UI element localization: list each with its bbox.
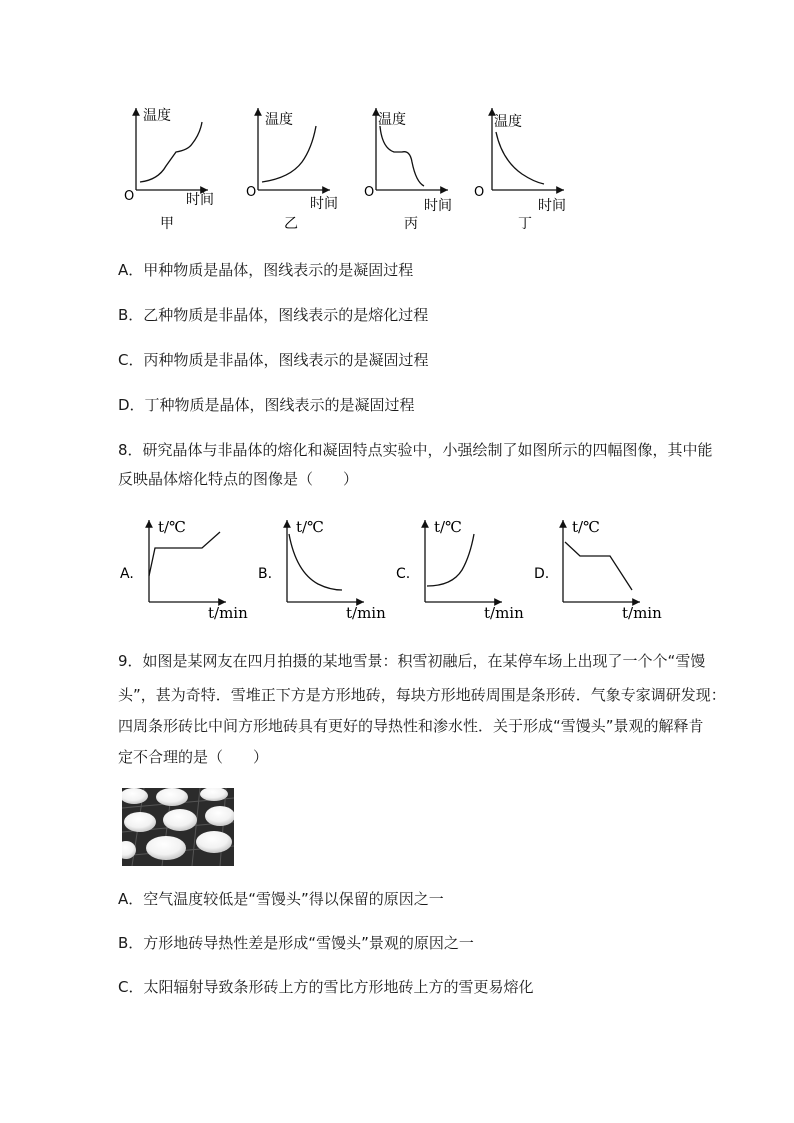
graph-ylabel: 温度: [143, 108, 171, 124]
graph-name: 乙: [284, 216, 298, 232]
graph-option-label: A.: [120, 566, 134, 582]
graph-xlabel: t/min: [484, 604, 524, 622]
q7-option-a: A．甲种物质是晶体，图线表示的是凝固过程: [118, 261, 414, 279]
q9-option-b: B．方形地砖导热性差是形成“雪馒头”景观的原因之一: [118, 934, 474, 952]
graph-xlabel: t/min: [346, 604, 386, 622]
curve-a: [149, 532, 220, 576]
graph-origin: O: [364, 185, 375, 200]
graph-xlabel: t/min: [622, 604, 662, 622]
graph-xlabel: 时间: [186, 192, 214, 208]
graph-option-label: B.: [258, 566, 273, 582]
graph-ylabel: t/℃: [434, 518, 462, 536]
q9-option-c: C．太阳辐射导致条形砖上方的雪比方形地砖上方的雪更易熔化: [118, 978, 534, 996]
graph-name: 丁: [518, 216, 532, 232]
graph-ylabel: 温度: [494, 114, 522, 130]
q8-stem-line2: 反映晶体熔化特点的图像是（ ）: [118, 470, 359, 488]
curve-yi: [262, 126, 316, 182]
q7-option-d: D．丁种物质是晶体，图线表示的是凝固过程: [118, 396, 415, 414]
graph-name: 甲: [160, 216, 174, 232]
graph-yi: [246, 108, 338, 232]
q8-graph-d: [534, 518, 662, 622]
curve-bing: [380, 126, 424, 186]
graph-ding: [474, 108, 566, 232]
curve-jia: [140, 122, 202, 182]
graph-ylabel: t/℃: [158, 518, 186, 536]
snow-mound-photo: [122, 788, 234, 866]
curve-d: [565, 542, 632, 590]
q9-stem-line4: 定不合理的是（ ）: [118, 748, 269, 766]
q9-stem-line3: 四周条形砖比中间方形地砖具有更好的导热性和渗水性．关于形成“雪馒头”景观的解释肯: [118, 717, 704, 735]
graph-ylabel: t/℃: [572, 518, 600, 536]
q9-stem-line2: 头”，甚为奇特．雪堆正下方是方形地砖，每块方形地砖周围是条形砖．气象专家调研发现：: [118, 686, 726, 704]
graph-origin: O: [246, 185, 257, 200]
q8-graph-a: [120, 518, 248, 622]
graph-option-label: D.: [534, 566, 550, 582]
curve-b: [289, 534, 342, 590]
q8-graphs: [118, 512, 678, 624]
graph-origin: O: [474, 185, 485, 200]
q8-graph-c: [396, 518, 524, 622]
curve-ding: [496, 132, 544, 184]
graph-option-label: C.: [396, 566, 411, 582]
q7-graphs: [118, 100, 578, 240]
q9-stem-line1: 9．如图是某网友在四月拍摄的某地雪景：积雪初融后，在某停车场上出现了一个个“雪馒: [118, 652, 706, 670]
graph-xlabel: 时间: [538, 198, 566, 214]
graph-jia: [124, 107, 214, 232]
q7-option-b: B．乙种物质是非晶体，图线表示的是熔化过程: [118, 306, 429, 324]
graph-origin: O: [124, 189, 135, 204]
graph-ylabel: 温度: [265, 112, 293, 128]
graph-ylabel: t/℃: [296, 518, 324, 536]
graph-name: 丙: [404, 216, 418, 232]
q9-option-a: A．空气温度较低是“雪馒头”得以保留的原因之一: [118, 890, 444, 908]
q7-option-c: C．丙种物质是非晶体，图线表示的是凝固过程: [118, 351, 429, 369]
graph-xlabel: t/min: [208, 604, 248, 622]
q8-graph-b: [258, 518, 386, 622]
graph-xlabel: 时间: [424, 198, 452, 214]
curve-c: [427, 534, 474, 586]
q8-stem-line1: 8．研究晶体与非晶体的熔化和凝固特点实验中，小强绘制了如图所示的四幅图像，其中能: [118, 441, 713, 459]
graph-xlabel: 时间: [310, 196, 338, 212]
graph-ylabel: 温度: [378, 112, 406, 128]
graph-bing: [364, 108, 452, 232]
